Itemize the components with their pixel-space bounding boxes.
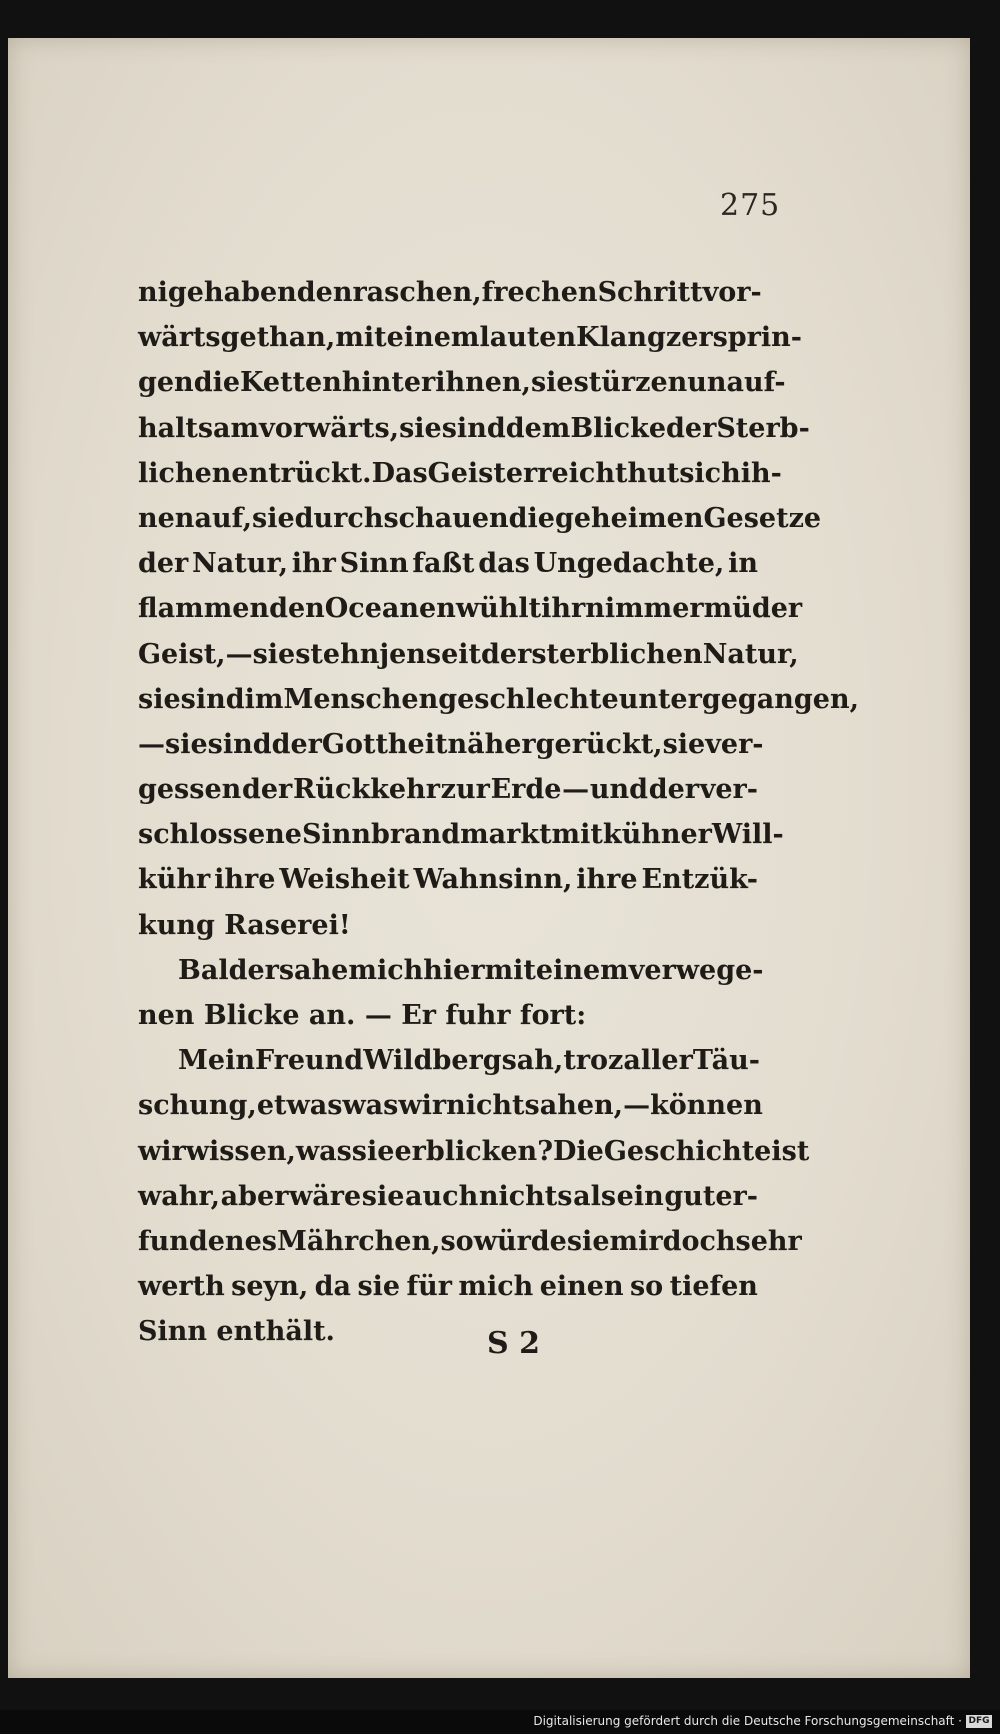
digitization-credit: Digitalisierung gefördert durch die Deutsche Forschungsgemeinschaft · bbox=[533, 1714, 962, 1728]
text-line: wärts gethan, mit einem lauten Klang zersprin- bbox=[138, 322, 802, 354]
text-line: Mein Freund Wildberg sah, troz aller Täu- bbox=[178, 1045, 760, 1077]
text-line: Balder sahe mich hier mit einem verwege- bbox=[178, 954, 764, 986]
text-line: gen die Ketten hinter ihnen, sie stürzen unauf- bbox=[138, 367, 786, 399]
text-line: fundenes Mährchen, so würde sie mir doch sehr bbox=[138, 1225, 802, 1257]
text-line: haltsam vorwärts, sie sind dem Blicke der Sterb- bbox=[138, 412, 810, 444]
text-line: kung Raserei! bbox=[138, 909, 351, 941]
text-line: schung, etwas was wir nicht sahen, — können bbox=[138, 1090, 763, 1122]
text-line: nen Blicke an. — Er fuhr fort: bbox=[138, 1000, 587, 1031]
text-line: nen auf, sie durchschauen die geheimen Gesetze bbox=[138, 502, 822, 534]
book-page bbox=[8, 38, 970, 1678]
text-line: kühr ihre Weisheit Wahnsinn, ihre Entzük- bbox=[138, 864, 758, 896]
text-line: schlossene Sinn brandmarkt mit kühner Will- bbox=[138, 819, 784, 851]
text-line: wahr, aber wäre sie auch nichts als ein guter- bbox=[138, 1180, 758, 1212]
text-line: sie sind im Menschengeschlechte untergegangen, bbox=[138, 683, 859, 715]
text-line: Geist, — sie stehn jenseit der sterblichen Natur, bbox=[138, 638, 799, 670]
text-line: Sinn enthält. bbox=[138, 1316, 335, 1348]
text-line: flammenden Oceanen wühlt ihr nimmermüder bbox=[138, 593, 803, 625]
text-line: wir wissen, was sie erblicken? Die Geschichte ist bbox=[138, 1135, 810, 1167]
text-line: gessen der Rückkehr zur Erde — und der ver- bbox=[138, 774, 758, 806]
dfg-logo-icon: DFG bbox=[966, 1715, 992, 1728]
page-number: 275 bbox=[720, 188, 781, 223]
text-line: werth seyn, da sie für mich einen so tiefen bbox=[138, 1271, 758, 1303]
signature-mark: S 2 bbox=[487, 1326, 540, 1361]
body-text bbox=[138, 270, 859, 1355]
text-line: lichen entrückt. Das Geisterreich thut sich ih- bbox=[138, 457, 782, 489]
text-line: der Natur, ihr Sinn faßt das Ungedachte, in bbox=[138, 548, 758, 580]
text-line: — sie sind der Gottheit näher gerückt, sie ver- bbox=[138, 728, 764, 760]
text-line: nige haben den raschen, frechen Schritt vor- bbox=[138, 277, 762, 308]
